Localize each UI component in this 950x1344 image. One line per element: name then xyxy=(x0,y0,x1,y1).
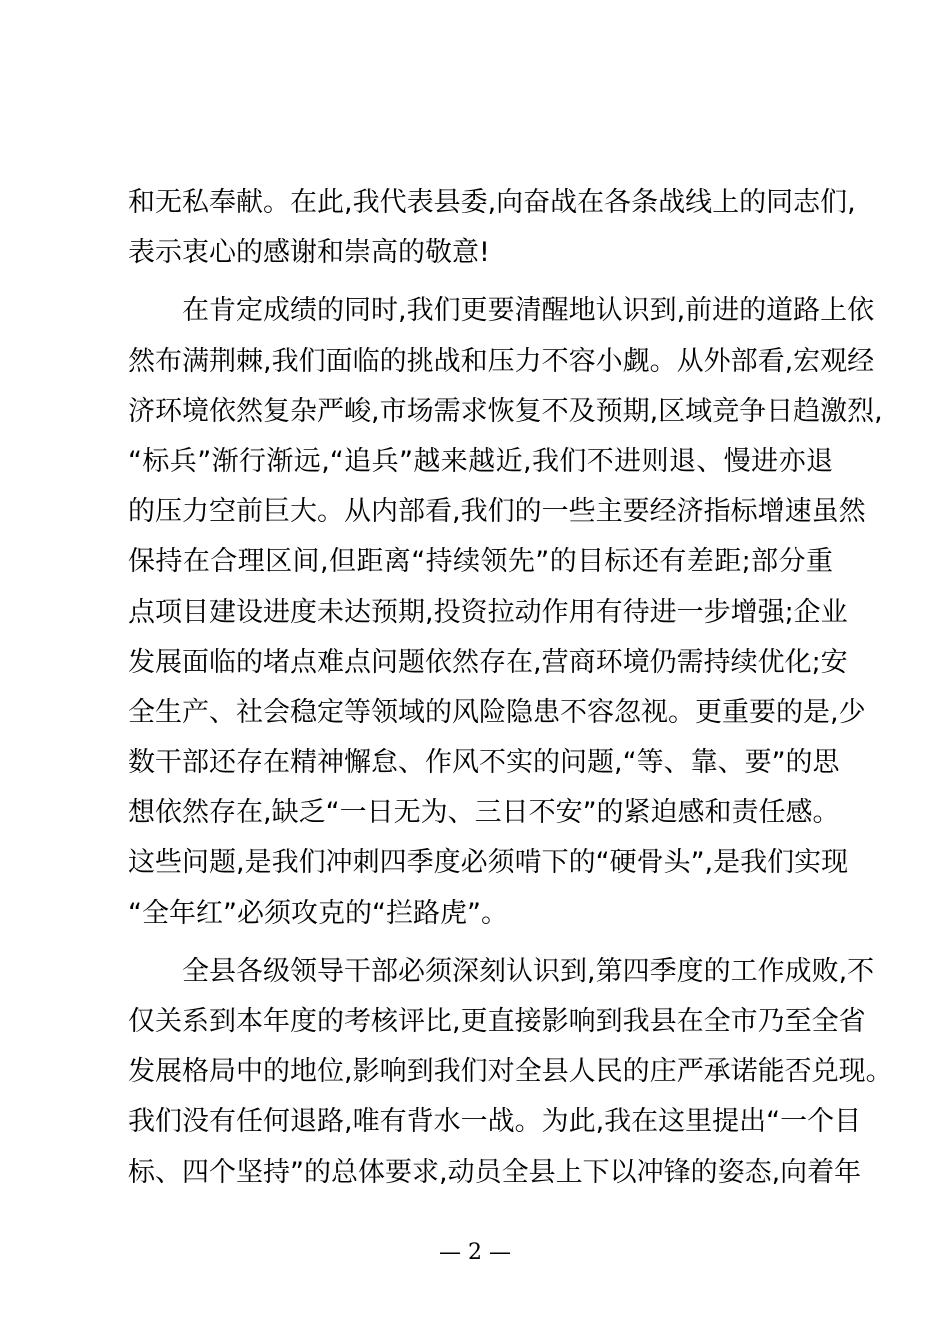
text-line: 仅关系到本年度的考核评比,更直接影响到我县在全市乃至全省 xyxy=(128,1006,866,1037)
paragraph-3 xyxy=(128,947,893,1198)
paragraph-2 xyxy=(128,286,883,938)
page-number: — 2 — xyxy=(439,1240,511,1265)
text-line: 标、四个坚持”的总体要求,动员全县上下以冲锋的姿态,向着年 xyxy=(128,1156,862,1188)
text-line: 想依然存在,缺乏“一日无为、三日不安”的紧迫感和责任感。 xyxy=(128,797,840,829)
text-line: 发展面临的堵点难点问题依然存在,营商环境仍需持续优化;安 xyxy=(128,646,848,678)
text-line: 全生产、社会稳定等领域的风险隐患不容忽视。更重要的是,少 xyxy=(128,696,866,728)
text-line: 点项目建设进度未达预期,投资拉动作用有待进一步增强;企业 xyxy=(128,596,848,628)
text-line: 济环境依然复杂严峻,市场需求恢复不及预期,区域竞争日趋激烈, xyxy=(128,395,883,427)
text-line: 全县各级领导干部必须深刻认识到,第四季度的工作成败,不 xyxy=(128,955,875,987)
text-line: 和无私奉献。在此,我代表县委,向奋战在各条战线上的同志们, xyxy=(128,187,856,218)
text-line: 数干部还存在精神懈怠、作风不实的问题,“等、靠、要”的思 xyxy=(128,747,840,779)
document-body xyxy=(128,178,893,1198)
text-line: 我们没有任何退路,唯有背水一战。为此,我在这里提出“一个目 xyxy=(128,1106,862,1138)
text-line: 在肯定成绩的同时,我们更要清醒地认识到,前进的道路上依 xyxy=(128,295,875,327)
text-line: “标兵”渐行渐远,“追兵”越来越近,我们不进则退、慢进亦退 xyxy=(128,445,833,477)
text-line: 表示衷心的感谢和崇高的敬意! xyxy=(128,237,490,269)
paragraph-1 xyxy=(128,178,856,278)
text-line: 发展格局中的地位,影响到我们对全县人民的庄严承诺能否兑现。 xyxy=(128,1056,893,1088)
text-line: 然布满荆棘,我们面临的挑战和压力不容小觑。从外部看,宏观经 xyxy=(128,345,875,377)
text-line: 保持在合理区间,但距离“持续领先”的目标还有差距;部分重 xyxy=(128,546,833,578)
text-line: “全年红”必须攻克的“拦路虎”。 xyxy=(128,897,508,929)
text-line: 这些问题,是我们冲刺四季度必须啃下的“硬骨头”,是我们实现 xyxy=(128,847,849,879)
text-line: 的压力空前巨大。从内部看,我们的一些主要经济指标增速虽然 xyxy=(128,496,866,528)
